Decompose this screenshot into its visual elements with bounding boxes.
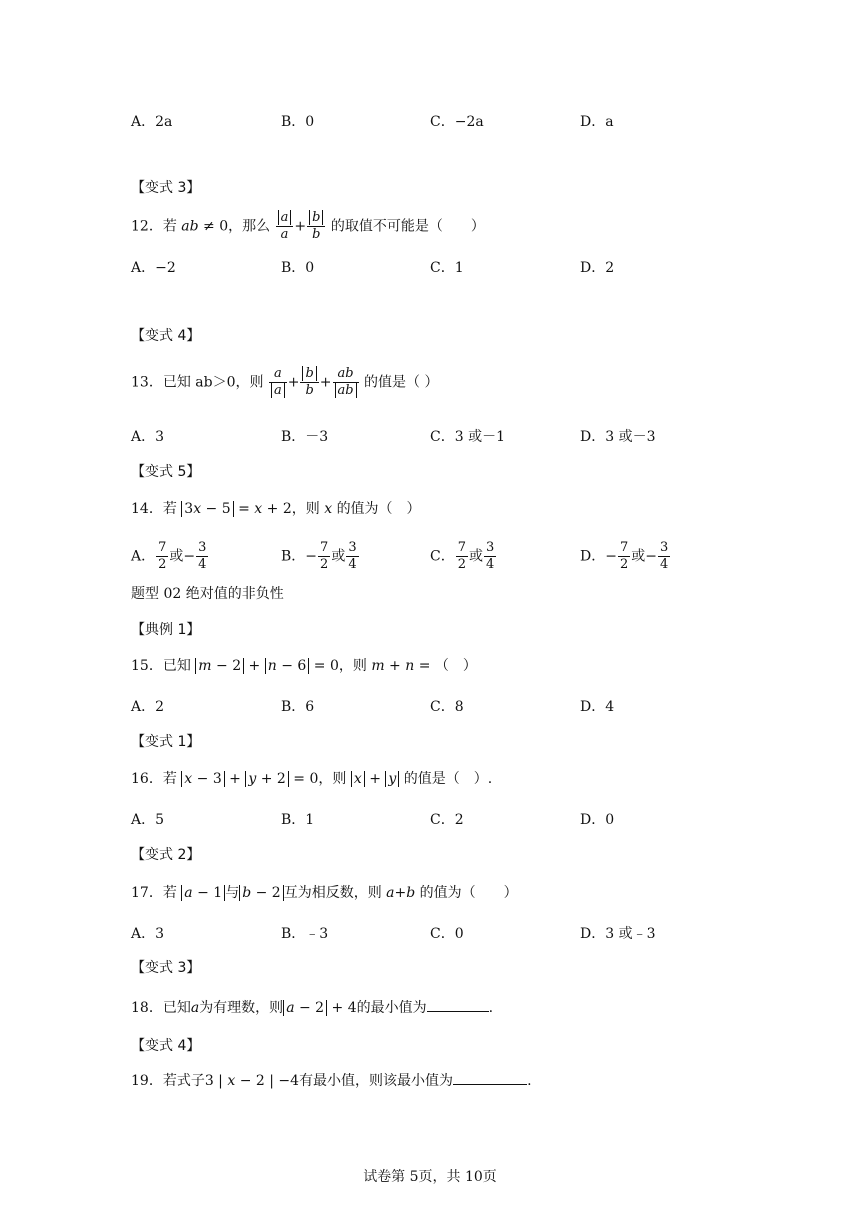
q12-option-a: A．−2 (131, 260, 176, 276)
question-14: 14．若 3x − 5 = x + 2，则 x 的值为（ ） (131, 501, 421, 517)
question-15: 15．已知 m − 2 + n − 6 = 0，则 m + n = （ ） (131, 658, 477, 674)
q12-option-d: D．2 (580, 260, 615, 276)
section-heading-type-02: 题型 02 绝对值的非负性 (131, 586, 284, 602)
q13-text-end: 的值是（ ） (364, 374, 439, 391)
q12-fraction-b: $\frac{b}{b}$ (307, 210, 325, 243)
q19-number: 19．若式子 (131, 1073, 205, 1089)
section-label-example-1: 【典例 1】 (131, 622, 201, 638)
page-footer: 试卷第 5页，共 10页 (363, 1169, 497, 1185)
section-label-variant-5: 【变式 5】 (131, 464, 201, 480)
q14-text-end: 的值为（ ） (336, 501, 421, 517)
q17-option-d: D．3 或﹣3 (580, 926, 656, 942)
section-label-variant-4: 【变式 4】 (131, 328, 201, 344)
q16-option-c: C．2 (430, 812, 464, 828)
q15-text-mid: ，则 (338, 658, 367, 674)
q13-options (131, 427, 751, 451)
q13-option-b: B．－3 (281, 429, 329, 445)
q19-text-end: 有最小值，则该最小值为 (299, 1073, 454, 1089)
q14-or-b: 或 (331, 548, 346, 565)
q11-option-c: C．−2a (430, 114, 484, 130)
section-label-variant-4b: 【变式 4】 (131, 1038, 201, 1054)
q15-option-b: B．6 (281, 699, 315, 715)
q15-options (131, 697, 751, 721)
section-label-variant-1: 【变式 1】 (131, 734, 201, 750)
q14-text-mid: ，则 (291, 501, 320, 517)
question-12: 12．若 ab ≠ 0，那么 $\frac{a}{a}$ + $\frac{b}{b}$ 的取值不可能是（ ） (131, 210, 485, 242)
section-label-variant-2: 【变式 2】 (131, 847, 201, 863)
q11-option-d: D．a (580, 114, 614, 130)
section-label-variant-3b: 【变式 3】 (131, 960, 201, 976)
q14-option-d: D．− $\frac{7}{2}$ 或− $\frac{3}{4}$ (580, 540, 669, 572)
q11-options (131, 112, 751, 136)
q15-option-a: A．2 (131, 699, 165, 715)
q16-number: 16．若 (131, 771, 177, 787)
question-18: 18．已知a为有理数，则 a − 2 + 4的最小值为 . (131, 997, 493, 1018)
q13-fraction-a: $\frac{a}{a}$ (269, 366, 287, 399)
q12-fraction-a: $\frac{a}{a}$ (276, 210, 294, 243)
q17-text-end: 的值为（ ） (415, 885, 518, 901)
q12-option-c: C．1 (430, 260, 464, 276)
section-label-variant-3: 【变式 3】 (131, 180, 201, 196)
q12-text-end: 的取值不可能是（ ） (330, 218, 485, 235)
q11-option-b: B．0 (281, 114, 315, 130)
q15-text-end: （ ） (434, 658, 477, 674)
q18-text-end: 的最小值为 (356, 1000, 427, 1016)
question-17: 17．若 a − 1 与 b − 2 互为相反数，则 a+b 的值为（ ） (131, 885, 518, 901)
q16-option-b: B．1 (281, 812, 315, 828)
q14-option-b: B．− $\frac{7}{2}$ 或 $\frac{3}{4}$ (281, 540, 357, 572)
q15-number: 15．已知 (131, 658, 191, 674)
question-16: 16．若 x − 3 + y + 2 = 0，则 x + y 的值是（ ）. (131, 771, 493, 787)
q19-answer-blank[interactable] (453, 1070, 527, 1085)
q16-text-end: 的值是（ ）. (403, 771, 493, 787)
q13-option-c: C．3 或－1 (430, 429, 505, 445)
q17-option-a: A．3 (131, 926, 165, 942)
q17-option-b: B．﹣3 (281, 926, 329, 942)
q12-condition: ab (181, 218, 199, 235)
q16-option-a: A．5 (131, 812, 165, 828)
q14-option-c: C． $\frac{7}{2}$ 或 $\frac{3}{4}$ (430, 540, 495, 572)
q15-option-d: D．4 (580, 699, 615, 715)
q13-number: 13．已知 ab＞0，则 (131, 374, 264, 391)
q16-option-d: D．0 (580, 812, 615, 828)
q13-fraction-b: $\frac{b}{b}$ (300, 366, 318, 399)
q14-or-a: 或 (169, 548, 184, 565)
q16-text-mid: ，则 (318, 771, 347, 787)
q14-number: 14．若 (131, 501, 177, 517)
q14-option-a: A． $\frac{7}{2}$ 或− $\frac{3}{4}$ (131, 540, 207, 572)
q13-fraction-ab: $\frac{ab}{ab}$ (333, 366, 359, 399)
q17-option-c: C．0 (430, 926, 464, 942)
q17-options (131, 924, 751, 948)
q14-or-d: 或 (631, 548, 646, 565)
q18-answer-blank[interactable] (427, 997, 489, 1012)
q13-option-a: A．3 (131, 429, 165, 445)
q14-abs-expr: 3x − 5 (181, 501, 233, 517)
q12-text-mid: ，那么 (228, 218, 271, 235)
q14-or-c: 或 (469, 548, 483, 565)
q12-number: 12．若 (131, 218, 177, 235)
q17-number: 17．若 (131, 885, 177, 901)
q14-options (131, 540, 751, 576)
q12-option-b: B．0 (281, 260, 315, 276)
q12-options (131, 258, 751, 282)
q17-a-plus-b: a+b (386, 885, 416, 901)
q16-options (131, 810, 751, 834)
q18-number: 18．已知 (131, 1000, 191, 1016)
question-13: 13．已知 ab＞0，则 $\frac{a}{a}$ + $\frac{b}{b}$ + $\frac{ab}{ab}$ 的值是（ ） (131, 366, 439, 398)
q15-option-c: C．8 (430, 699, 464, 715)
question-19: 19．若式子3 | x − 2 | −4有最小值，则该最小值为 . (131, 1070, 532, 1091)
q11-option-a: A．2a (131, 114, 173, 130)
q13-option-d: D．3 或－3 (580, 429, 656, 445)
